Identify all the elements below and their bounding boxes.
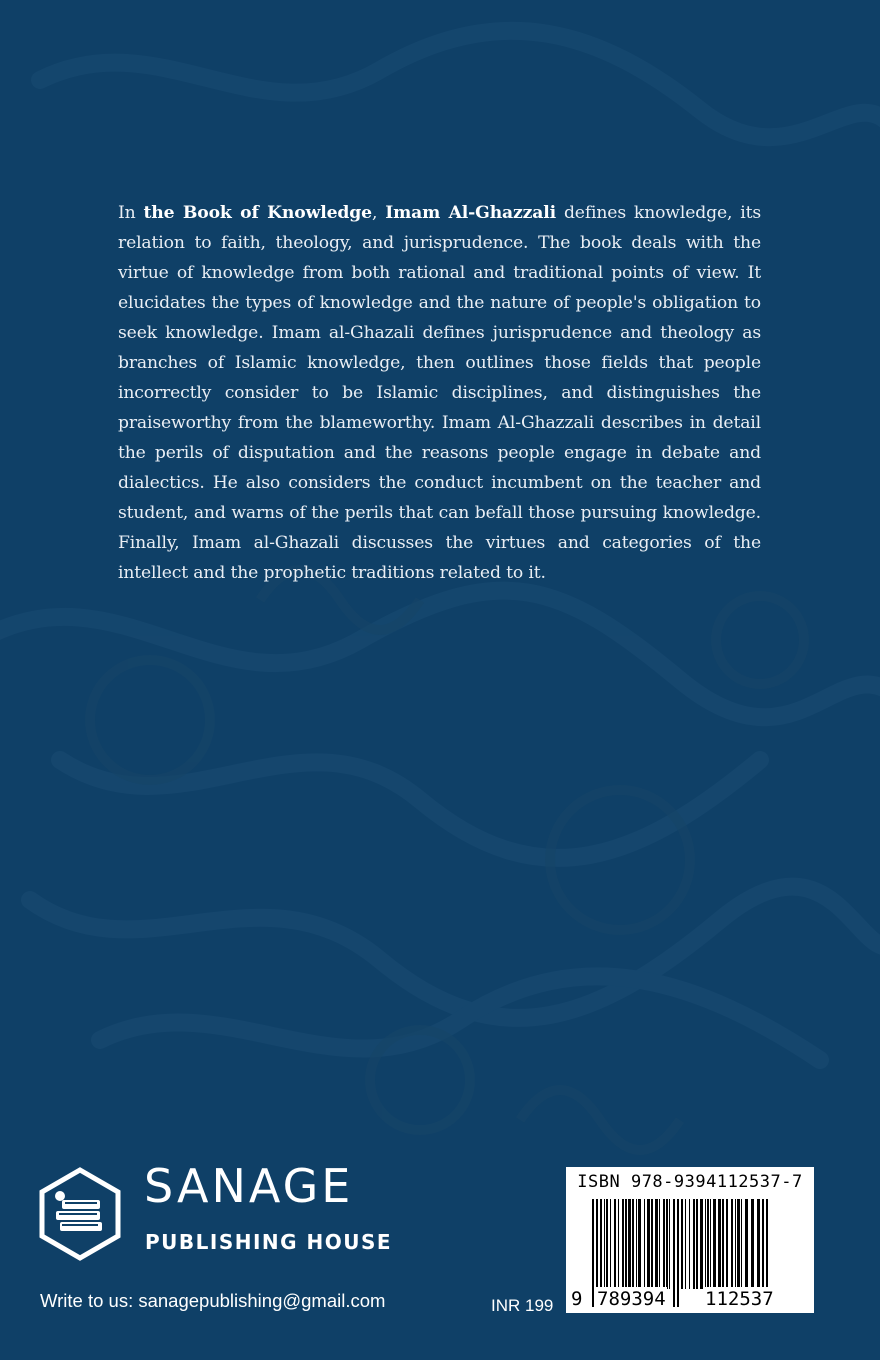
isbn-barcode bbox=[566, 1167, 814, 1313]
barcode-left-group: 789394 bbox=[597, 1288, 666, 1310]
publisher-subtitle: PUBLISHING HOUSE bbox=[145, 1230, 393, 1254]
book-description: In the Book of Knowledge, Imam Al-Ghazzali defines knowledge, its relation to faith, theology, and jurisprudence. The book deals with the virtue of knowledge from both rational and traditional points of view. It elucidates the types of knowledge and the nature of people's obligation to seek knowledge. Imam al-Ghazali defines jurisprudence and theology as branches of Islamic knowledge, then outlines those fields that people incorrectly consider to be Islamic disciplines, and distinguishes the praiseworthy from the blameworthy. Imam Al-Ghazzali describes in detail the perils of disputation and the reasons people engage in debate and dialectics. He also considers the conduct incumbent on the teacher and student, and warns of the perils that can befall those pursuing knowledge. Finally, Imam al-Ghazali discusses the virtues and categories of the intellect and the prophetic traditions related to it. bbox=[118, 203, 761, 583]
barcode-bar bbox=[705, 1199, 706, 1289]
barcode-bar bbox=[689, 1199, 690, 1289]
barcode-bar bbox=[757, 1199, 760, 1289]
barcode-bar bbox=[604, 1199, 605, 1289]
barcode-bar bbox=[693, 1199, 695, 1289]
barcode-bar bbox=[625, 1199, 627, 1289]
barcode-bar bbox=[655, 1199, 658, 1289]
barcode-lead-digit: 9 bbox=[571, 1288, 583, 1310]
barcode-bar bbox=[647, 1199, 650, 1289]
barcode-bar bbox=[745, 1199, 748, 1289]
barcode-bar bbox=[638, 1199, 641, 1289]
barcode-digits bbox=[566, 1287, 814, 1313]
barcode-bar bbox=[718, 1199, 721, 1289]
barcode-bar bbox=[685, 1199, 686, 1289]
barcode-bar bbox=[636, 1199, 637, 1289]
barcode-bar bbox=[710, 1199, 711, 1289]
barcode-bar bbox=[632, 1199, 634, 1289]
barcode-bar bbox=[606, 1199, 608, 1289]
barcode-bar bbox=[628, 1199, 631, 1289]
book-stack-logo-icon bbox=[38, 1166, 122, 1262]
barcode-bar bbox=[735, 1199, 736, 1289]
barcode-bar bbox=[713, 1199, 716, 1289]
barcode-bar bbox=[722, 1199, 724, 1289]
contact-email: Write to us: sanagepublishing@gmail.com bbox=[40, 1290, 386, 1311]
barcode-bar bbox=[669, 1199, 670, 1289]
isbn-label: ISBN 978-9394112537-7 bbox=[577, 1172, 803, 1192]
price-label: INR 199 bbox=[491, 1296, 554, 1315]
barcode-bar bbox=[614, 1199, 616, 1289]
barcode-bar bbox=[663, 1199, 665, 1289]
barcode-bar bbox=[741, 1199, 742, 1289]
barcode-right-group: 112537 bbox=[705, 1288, 774, 1310]
barcode-bar bbox=[707, 1199, 709, 1289]
author-name: Imam Al-Ghazzali bbox=[385, 203, 556, 223]
barcode-bar bbox=[737, 1199, 740, 1289]
barcode-bar bbox=[751, 1199, 754, 1289]
publisher-name: SANAGE bbox=[144, 1159, 354, 1213]
barcode-bar bbox=[644, 1199, 645, 1289]
barcode-bar bbox=[731, 1199, 733, 1289]
barcode-bar bbox=[696, 1199, 698, 1289]
barcode-bar bbox=[726, 1199, 728, 1289]
barcode-bar bbox=[618, 1199, 619, 1289]
book-title: the Book of Knowledge bbox=[143, 203, 372, 223]
barcode-bar bbox=[610, 1199, 611, 1289]
barcode-bar bbox=[681, 1199, 683, 1289]
barcode-bar bbox=[600, 1199, 602, 1289]
barcode-bar bbox=[666, 1199, 668, 1289]
barcode-bar bbox=[651, 1199, 653, 1289]
barcode-bar bbox=[700, 1199, 703, 1289]
barcode-bar bbox=[622, 1199, 624, 1289]
barcode-bar bbox=[659, 1199, 660, 1289]
